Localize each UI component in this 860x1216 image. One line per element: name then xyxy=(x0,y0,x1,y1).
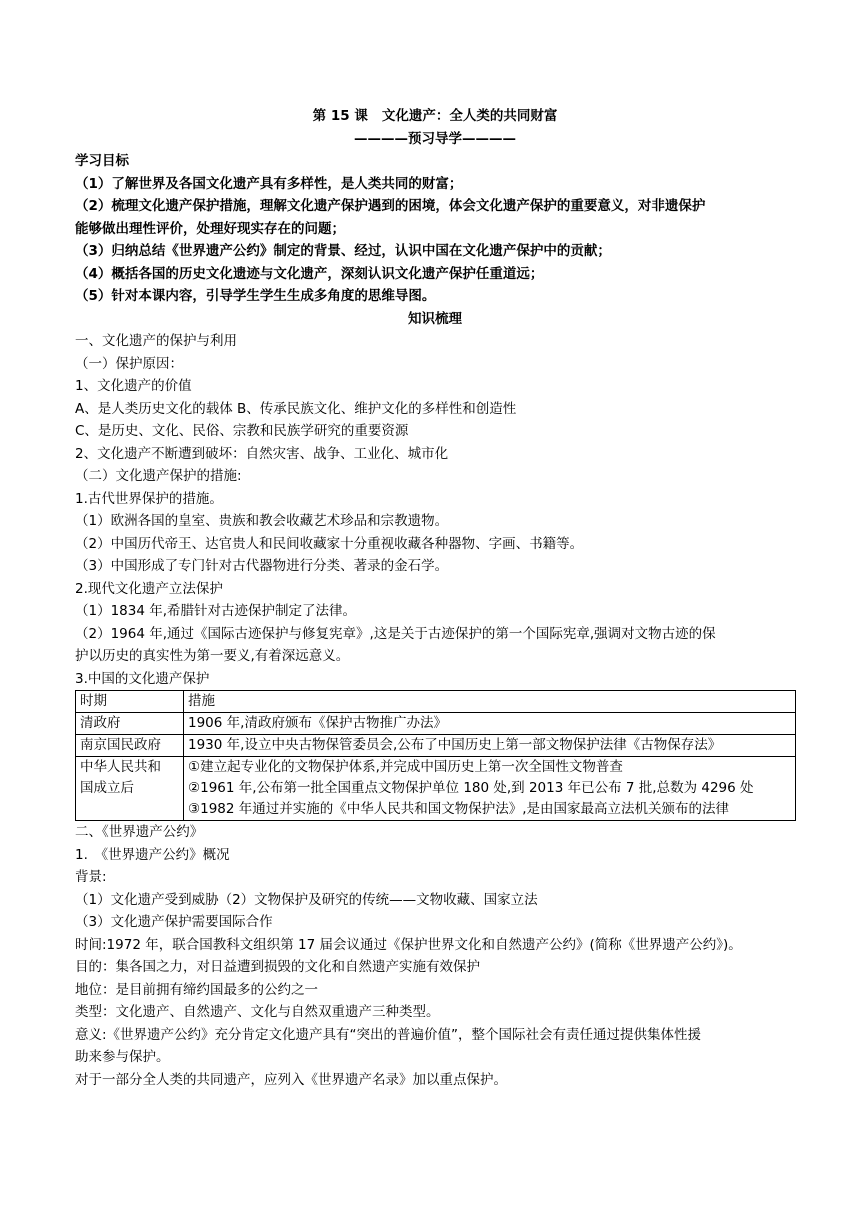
table-row xyxy=(76,735,796,757)
preview-subtitle: ————预习导学———— xyxy=(354,130,516,147)
text-line: 类型：文化遗产、自然遗产、文化与自然双重遗产三种类型。 xyxy=(75,1004,440,1020)
text-line: 3.中国的文化遗产保护 xyxy=(75,670,210,687)
objective-item: （3）归纳总结《世界遗产公约》制定的背景、经过，认识中国在文化遗产保护中的贡献； xyxy=(75,243,611,259)
text-line: A、是人类历史文化的载体 B、传承民族文化、维护文化的多样性和创造性 xyxy=(75,400,517,417)
objective-item: （1）了解世界及各国文化遗产具有多样性，是人类共同的财富； xyxy=(75,175,463,192)
measures-cell: 1906 年,清政府颁布《保护古物推广办法》 xyxy=(184,713,796,735)
objective-item: （2）梳理文化遗产保护措施，理解文化遗产保护遇到的困境，体会文化遗产保护的重要意义，对非遗保护 xyxy=(75,198,706,214)
text-line: （3）文化遗产保护需要国际合作 xyxy=(75,914,273,930)
period-cell: 清政府 xyxy=(76,713,184,735)
section-heading: 二、《世界遗产公约》 xyxy=(75,824,204,840)
period-line: 中华人民共和 xyxy=(80,759,161,775)
text-line: （2）中国历代帝王、达官贵人和民间收藏家十分重视收藏各种器物、字画、书籍等。 xyxy=(75,535,584,552)
text-line: 背景: xyxy=(75,869,107,885)
text-line: 2、文化遗产不断遭到破坏：自然灾害、战争、工业化、城市化 xyxy=(75,445,449,462)
table-header-row xyxy=(76,691,796,713)
text-line: （1）欧洲各国的皇室、贵族和教会收藏艺术珍品和宗教遗物。 xyxy=(75,513,449,529)
period-cell xyxy=(76,757,184,821)
objectives-heading: 学习目标 xyxy=(75,153,129,169)
objective-item: （4）概括各国的历史文化遗迹与文化遗产，深刻认识文化遗产保护任重道远； xyxy=(75,265,544,282)
text-line: 目的：集各国之力，对日益遭到损毁的文化和自然遗产实施有效保护 xyxy=(75,959,480,975)
measures-cell xyxy=(184,757,796,821)
text-line: 1.古代世界保护的措施。 xyxy=(75,490,223,507)
objective-item: （5）针对本课内容，引导学生学生生成多角度的思维导图。 xyxy=(75,288,436,304)
document-page xyxy=(75,105,795,1091)
text-line: C、是历史、文化、民俗、宗教和民族学研究的重要资源 xyxy=(75,423,409,439)
table-header-measures: 措施 xyxy=(184,691,796,713)
measure-line: ①建立起专业化的文物保护体系,并完成中国历史上第一次全国性文物普查 xyxy=(188,759,623,775)
text-line: 护以历史的真实性为第一要义,有着深远意义。 xyxy=(75,648,350,664)
period-cell: 南京国民政府 xyxy=(76,735,184,757)
objective-item: 能够做出理性评价，处理好现实存在的问题； xyxy=(75,220,345,237)
text-line: （3）中国形成了专门针对古代器物进行分类、著录的金石学。 xyxy=(75,558,449,574)
measures-cell: 1930 年,设立中央古物保管委员会,公布了中国历史上第一部文物保护法律《古物保存法》 xyxy=(184,735,796,757)
text-line: 1. 《世界遗产公约》概况 xyxy=(75,846,230,863)
text-line: 意义:《世界遗产公约》充分肯定文化遗产具有“突出的普遍价值”，整个国际社会有责任通过提供集体性援 xyxy=(75,1026,702,1043)
lesson-title xyxy=(75,105,795,128)
measure-line: ②1961 年,公布第一批全国重点文物保护单位 180 处,到 2013 年已公布 7 批,总数为 4296 处 xyxy=(188,780,754,796)
text-line: 时间:1972 年，联合国教科文组织第 17 届会议通过《保护世界文化和自然遗产公约》(简称《世界遗产公约》)。 xyxy=(75,936,742,953)
measure-line: ③1982 年通过并实施的《中华人民共和国文物保护法》,是由国家最高立法机关颁布的法律 xyxy=(188,801,730,817)
text-line: 对于一部分全人类的共同遗产，应列入《世界遗产名录》加以重点保护。 xyxy=(75,1071,507,1088)
text-line: 2.现代文化遗产立法保护 xyxy=(75,580,223,597)
text-line: （一）保护原因： xyxy=(75,355,183,372)
text-line: （1）文化遗产受到威胁（2）文物保护及研究的传统——文物收藏、国家立法 xyxy=(75,891,538,908)
table-header-period: 时期 xyxy=(76,691,184,713)
text-line: （2）1964 年,通过《国际古迹保护与修复宪章》,这是关于古迹保护的第一个国际宪章,强调对文物古迹的保 xyxy=(75,625,716,642)
text-line: 地位：是目前拥有缔约国最多的公约之一 xyxy=(75,981,318,998)
china-heritage-table xyxy=(75,690,796,821)
text-line: （二）文化遗产保护的措施: xyxy=(75,468,242,484)
knowledge-heading: 知识梳理 xyxy=(408,310,462,327)
text-line: 1、文化遗产的价值 xyxy=(75,378,192,394)
table-row xyxy=(76,713,796,735)
table-row xyxy=(76,757,796,821)
text-line: （1）1834 年,希腊针对古迹保护制定了法律。 xyxy=(75,603,357,619)
period-line: 国成立后 xyxy=(80,780,134,796)
lesson-title-text: 文化遗产：全人类的共同财富 xyxy=(381,108,558,124)
section-heading: 一、文化遗产的保护与利用 xyxy=(75,333,237,349)
text-line: 助来参与保护。 xyxy=(75,1049,170,1065)
lesson-number: 第 15 课 xyxy=(312,108,368,124)
